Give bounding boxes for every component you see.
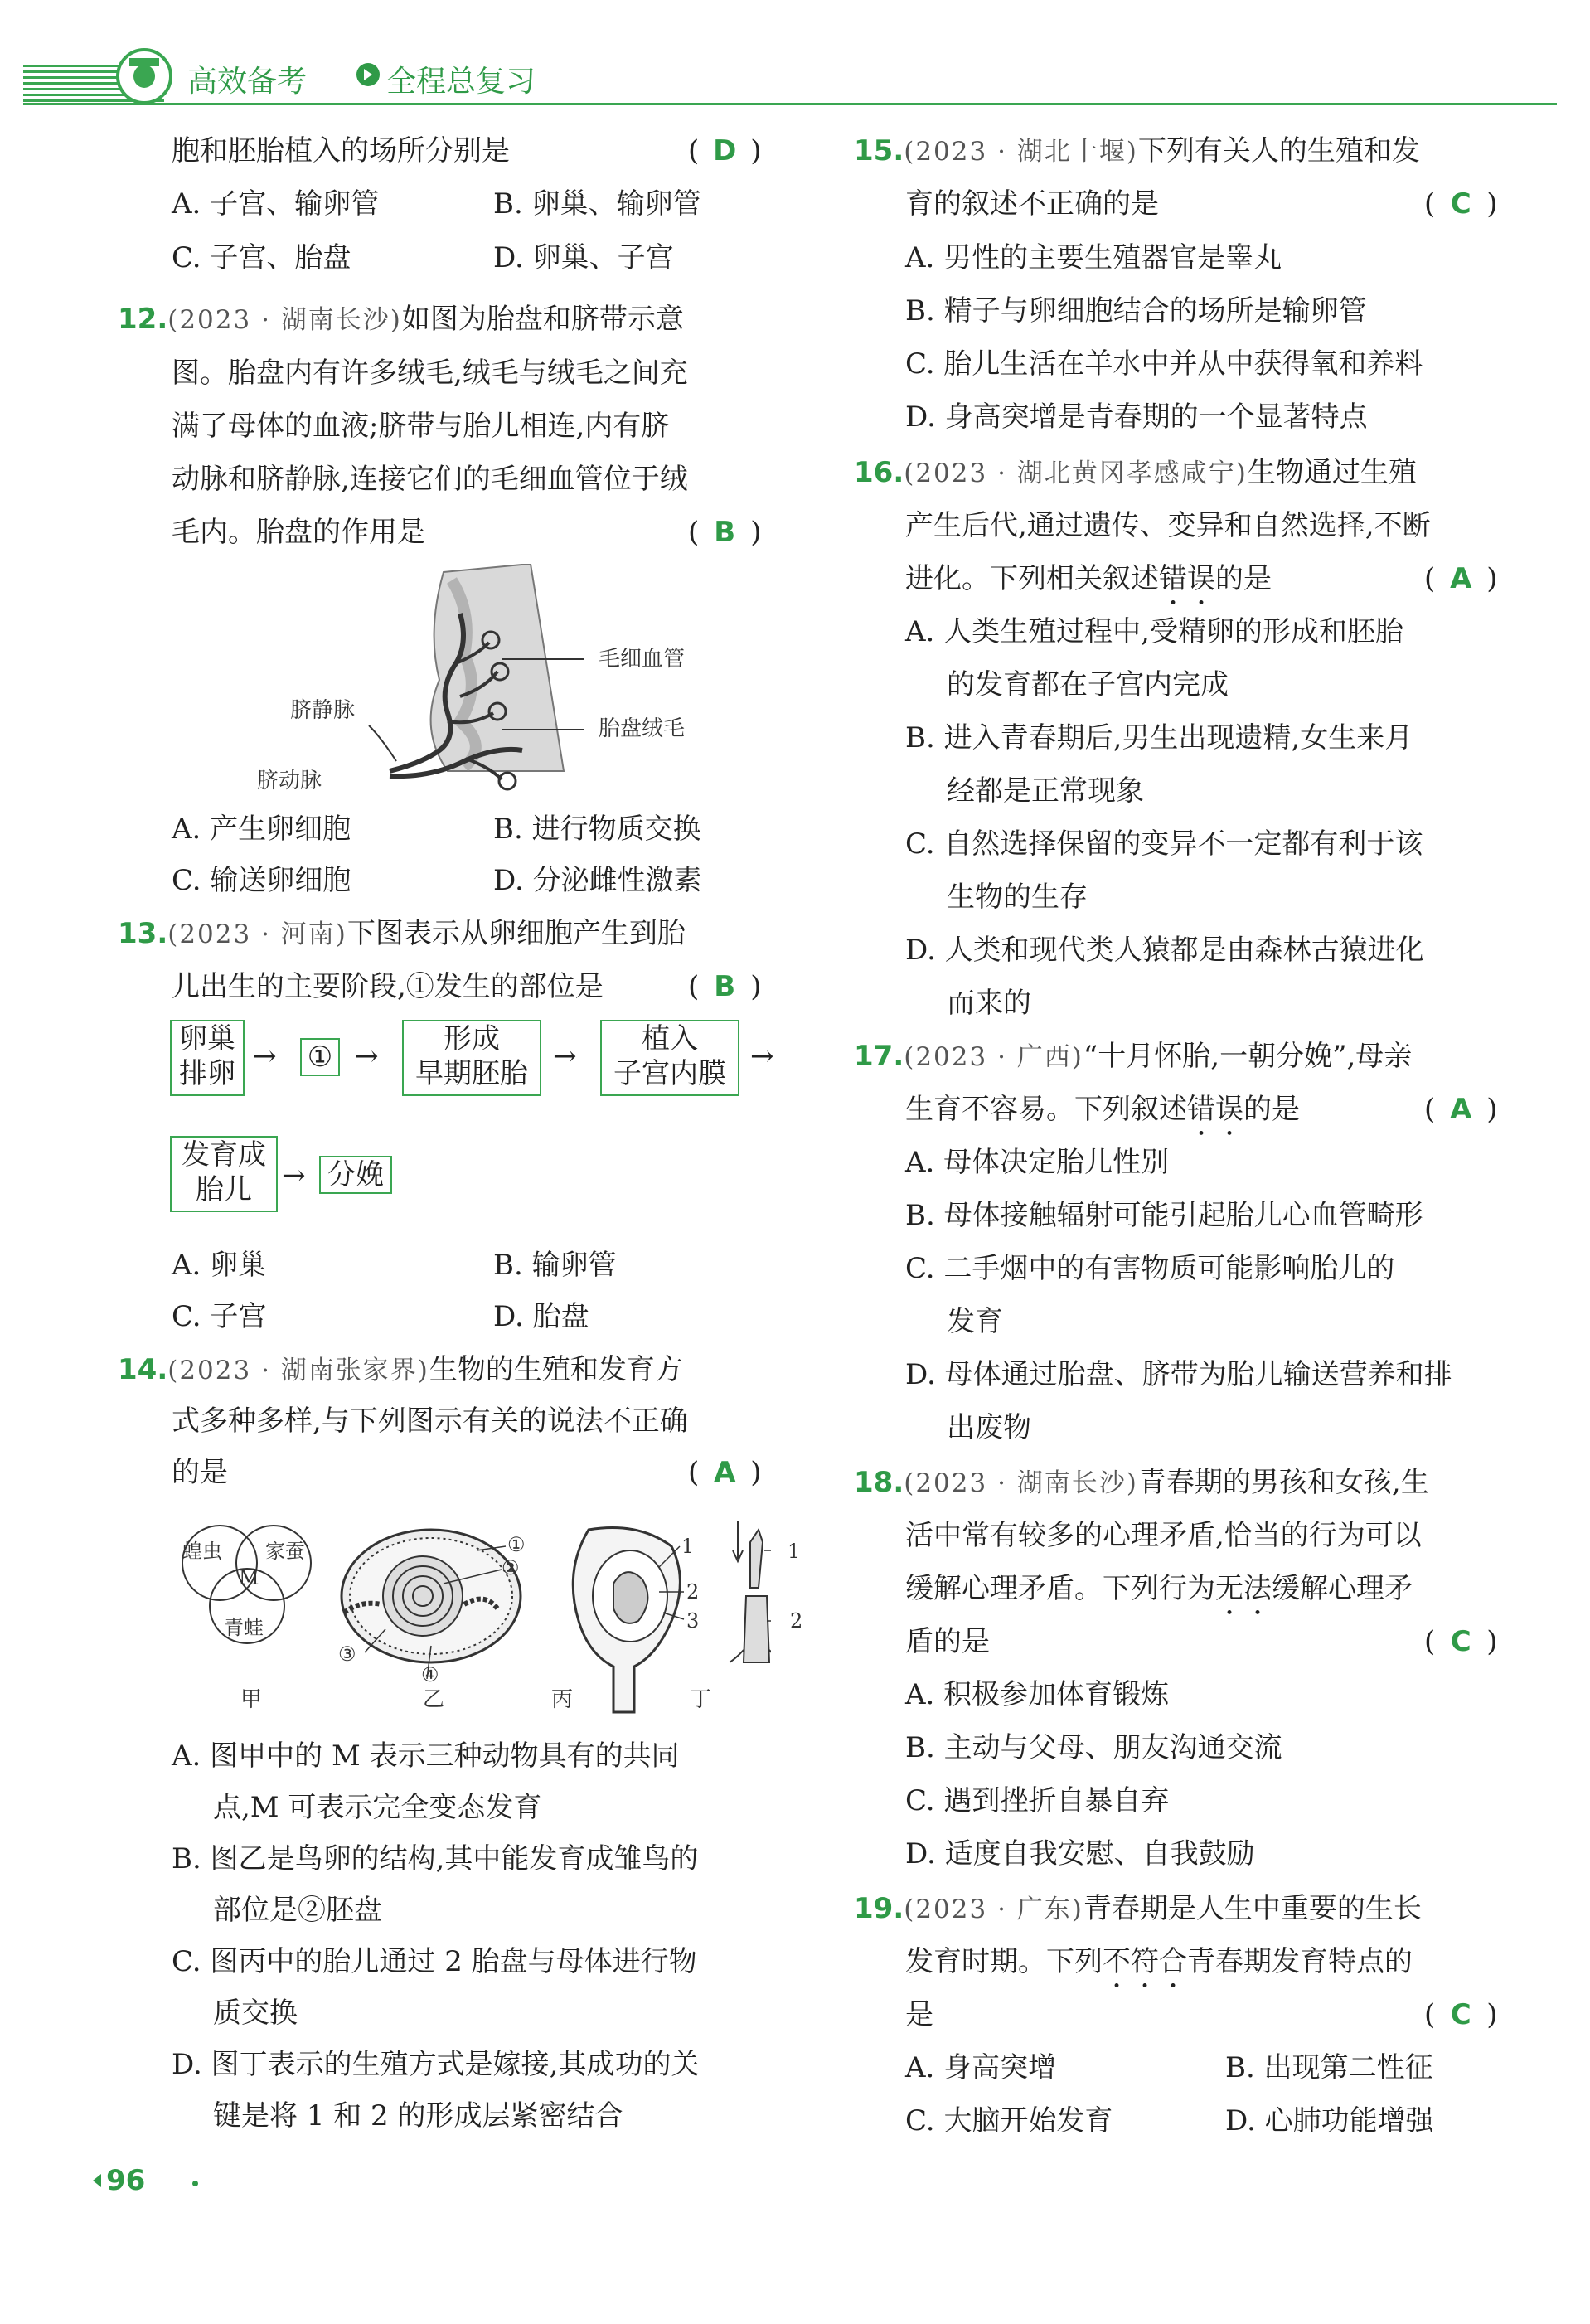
q16-option-d-1: D. 人类和现代类人猿都是由森林古猿进化 [905,934,1424,967]
flow-early-embryo: 形成 早期胚胎 [402,1020,541,1096]
q15-option-a: A. 男性的主要生殖器官是睾丸 [905,241,1282,274]
fig-label-yi: 乙 [423,1687,445,1712]
q14-stem-2: 式多种多样,与下列图示有关的说法不正确 [172,1405,688,1438]
q13-option-a: A. 卵巢 [172,1249,267,1282]
q13-option-d: D. 胎盘 [493,1300,589,1333]
venn-silkworm: 家蚕 [265,1540,305,1563]
q14-stem-3: 的是 [172,1456,228,1489]
q17-option-d-1: D. 母体通过胎盘、脐带为胎儿输送营养和排 [905,1358,1452,1391]
q18-option-b: B. 主动与父母、朋友沟通交流 [905,1731,1282,1764]
header-title-right: 全程总复习 [386,65,536,99]
label-placental-villus: 胎盘绒毛 [599,716,686,741]
flow-arrow: → [282,1159,306,1192]
q14-option-b-2: 部位是②胚盘 [213,1894,382,1927]
q14-option-a-2: 点,M 可表示完全变态发育 [213,1791,542,1824]
header-title-left: 高效备考 [187,65,308,99]
flow-develop-fetus: 发育成 胎儿 [170,1136,278,1212]
q14-option-a-1: A. 图甲中的 M 表示三种动物具有的共同 [172,1739,680,1773]
q11-option-d: D. 卵巢、子宫 [493,241,674,274]
q16-stem-2: 产生后代,通过遗传、变异和自然选择,不断 [905,509,1431,542]
q19-option-c: C. 大脑开始发育 [905,2104,1113,2137]
flow-arrow: → [253,1040,277,1073]
student-mascot-icon [116,48,172,104]
uterus-label-1: 1 [681,1535,695,1558]
egg-label-1: ① [507,1533,526,1556]
q16-option-c-2: 生物的生存 [947,881,1088,914]
q12-stem-3: 满了母体的血液;脐带与胎儿相连,内有脐 [172,410,670,443]
page-header [23,48,1557,106]
q14-option-c-2: 质交换 [213,1997,298,2030]
q18-stem-4: 盾的是 [905,1625,990,1658]
egg-label-2: ② [502,1556,520,1579]
flow-arrow: → [355,1040,379,1073]
egg-label-3: ③ [338,1642,356,1666]
q19-option-b: B. 出现第二性征 [1225,2051,1433,2084]
q11-answer: ( D ) [688,134,762,167]
q16-option-b-1: B. 进入青春期后,男生出现遗精,女生来月 [905,721,1413,754]
q15-answer: ( C ) [1424,187,1498,221]
q14-option-b-1: B. 图乙是鸟卵的结构,其中能发育成雏鸟的 [172,1842,699,1875]
q14-option-d-1: D. 图丁表示的生殖方式是嫁接,其成功的关 [172,2048,700,2081]
venn-locust: 蝗虫 [182,1540,222,1563]
q12-option-c: C. 输送卵细胞 [172,864,351,897]
q18-stem-1: 18.(2023 · 湖南长沙)青春期的男孩和女孩,生 [854,1466,1429,1499]
q15-option-c: C. 胎儿生活在羊水中并从中获得氧和养料 [905,347,1423,381]
q15-option-b: B. 精子与卵细胞结合的场所是输卵管 [905,294,1367,327]
q11-option-c: C. 子宫、胎盘 [172,241,351,274]
q11-line: 胞和胚胎植入的场所分别是 [172,134,510,167]
q13-stem-2: 儿出生的主要阶段,①发生的部位是 [172,970,604,1003]
q12-option-a: A. 产生卵细胞 [172,813,351,846]
q12-option-b: B. 进行物质交换 [493,813,701,846]
q16-answer: ( A ) [1424,562,1498,595]
q18-option-d: D. 适度自我安慰、自我鼓励 [905,1837,1255,1870]
q19-option-a: A. 身高突增 [905,2051,1057,2084]
q16-option-a-2: 的发育都在子宫内完成 [947,668,1229,701]
q15-stem-2: 育的叙述不正确的是 [905,187,1159,221]
q13-option-b: B. 输卵管 [493,1249,617,1282]
q16-option-b-2: 经都是正常现象 [947,774,1144,808]
header-rule [23,103,1557,105]
flow-implant-endometrium: 植入 子宫内膜 [600,1020,739,1096]
graft-label-1: 1 [788,1540,801,1563]
label-umbilical-vein: 脐静脉 [290,698,356,723]
q17-option-d-2: 出废物 [947,1411,1031,1444]
q14-option-d-2: 键是将 1 和 2 的形成层紧密结合 [213,2099,623,2132]
flow-ovary-ovulation: 卵巢 排卵 [170,1020,245,1096]
q16-stem-1: 16.(2023 · 湖北黄冈孝感咸宁)生物通过生殖 [854,456,1417,489]
q11-option-a: A. 子宫、输卵管 [172,187,380,221]
fig-label-ding: 丁 [690,1687,712,1712]
play-arrow-icon [356,63,380,86]
q12-answer: ( B ) [688,516,762,549]
flow-step-1: ① [300,1038,340,1076]
q17-option-c-1: C. 二手烟中的有害物质可能影响胎儿的 [905,1252,1395,1285]
q16-stem-3: 进化。下列相关叙述错误的是 [905,562,1272,595]
q12-stem-2: 图。胎盘内有许多绒毛,绒毛与绒毛之间充 [172,357,688,390]
flow-arrow: → [750,1040,774,1073]
fig-label-jia: 甲 [240,1687,263,1712]
page-left-triangle-icon [93,2174,101,2187]
q15-stem-1: 15.(2023 · 湖北十堰)下列有关人的生殖和发 [854,134,1420,167]
q16-option-d-2: 而来的 [947,987,1031,1020]
uterus-label-2: 2 [686,1580,700,1604]
q16-option-a-1: A. 人类生殖过程中,受精卵的形成和胚胎 [905,615,1403,648]
q11-option-b: B. 卵巢、输卵管 [493,187,701,221]
q14-answer: ( A ) [688,1456,762,1489]
uterus-label-3: 3 [686,1609,700,1633]
q18-stem-3: 缓解心理矛盾。下列行为无法缓解心理矛 [905,1572,1413,1605]
q19-stem-1: 19.(2023 · 广东)青春期是人生中重要的生长 [854,1892,1422,1925]
q17-option-a: A. 母体决定胎儿性别 [905,1146,1170,1179]
q12-stem-1: 12.(2023 · 湖南长沙)如图为胎盘和脐带示意 [118,303,684,336]
flow-arrow: → [553,1040,577,1073]
q17-option-b: B. 母体接触辐射可能引起胎儿心血管畸形 [905,1199,1423,1232]
q19-stem-3: 是 [905,1998,933,2031]
q12-stem-5: 毛内。胎盘的作用是 [172,516,425,549]
page-dot-icon [192,2181,198,2186]
q13-answer: ( B ) [688,970,762,1003]
q12-option-d: D. 分泌雌性激素 [493,864,702,897]
fig-label-bing: 丙 [551,1687,574,1712]
q17-stem-1: 17.(2023 · 广西)“十月怀胎,一朝分娩”,母亲 [854,1040,1413,1073]
flow-delivery: 分娩 [319,1156,392,1194]
q17-option-c-2: 发育 [947,1305,1003,1338]
placenta-figure [249,564,746,804]
q17-stem-2: 生育不容易。下列叙述错误的是 [905,1093,1300,1126]
q13-stem-1: 13.(2023 · 河南)下图表示从卵细胞产生到胎 [118,917,686,950]
q19-answer: ( C ) [1424,1998,1498,2031]
label-capillary: 毛细血管 [599,647,686,672]
q14-option-c-1: C. 图丙中的胎儿通过 2 胎盘与母体进行物 [172,1945,697,1978]
venn-frog: 青蛙 [224,1616,264,1639]
q15-option-d: D. 身高突增是青春期的一个显著特点 [905,400,1368,434]
q14-stem-1: 14.(2023 · 湖南张家界)生物的生殖和发育方 [118,1353,683,1386]
venn-m: M [239,1566,259,1589]
q19-stem-2: 发育时期。下列不符合青春期发育特点的 [905,1945,1413,1978]
q16-option-c-1: C. 自然选择保留的变异不一定都有利于该 [905,827,1423,861]
egg-label-4: ④ [421,1663,439,1686]
page-number: 96 [106,2164,146,2197]
q17-answer: ( A ) [1424,1093,1498,1126]
label-umbilical-artery: 脐动脉 [257,769,322,793]
q13-option-c: C. 子宫 [172,1300,267,1333]
q18-option-a: A. 积极参加体育锻炼 [905,1678,1170,1711]
graft-label-2: 2 [790,1609,803,1633]
q12-stem-4: 动脉和脐静脉,连接它们的毛细血管位于绒 [172,463,688,496]
q19-option-d: D. 心肺功能增强 [1225,2104,1434,2137]
q18-answer: ( C ) [1424,1625,1498,1658]
q18-option-c: C. 遇到挫折自暴自弃 [905,1784,1170,1817]
q18-stem-2: 活中常有较多的心理矛盾,恰当的行为可以 [905,1519,1422,1552]
